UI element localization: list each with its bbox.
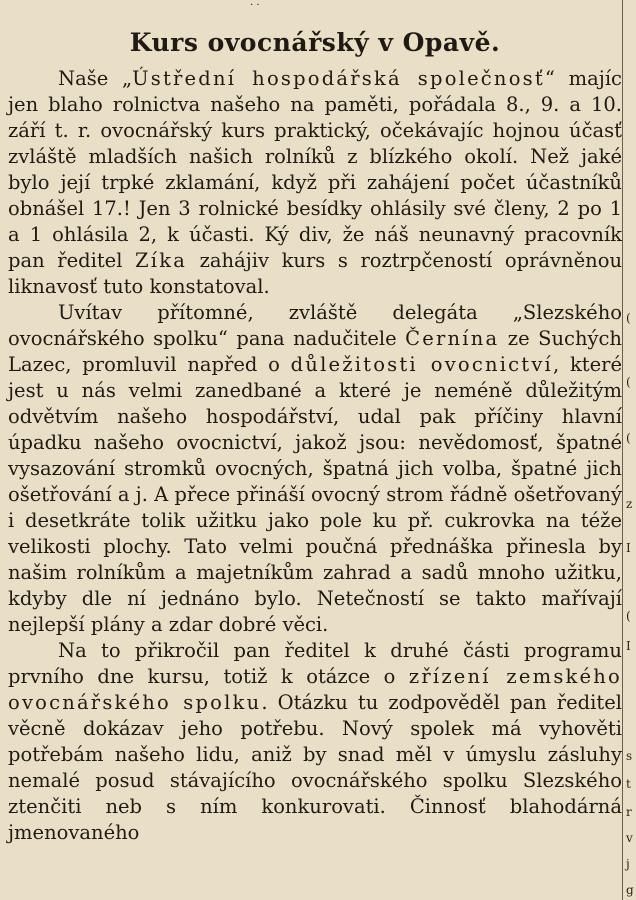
emphasized-text: Černína xyxy=(405,327,500,350)
adjacent-column-fragment: v xyxy=(626,831,633,845)
adjacent-column-edge xyxy=(622,0,636,900)
emphasized-text: zřízení zemského ovocnářského spolku xyxy=(8,665,622,714)
text-run: “ majíc jen blaho rolnictva našeho na paměti, pořádala 8., 9. a 10. září t. r. ovocnářský kurs praktický, očekávajíc hojnou účasť zvláště mladších našich rolníků z blízkého okolí. Než jaké bylo její trpké zklamání, když při zahájení počet účastníků obnášel 17.! Jen 3 rolnické besídky ohlásily své členy, 2 po 1 a 1 ohlásila 2, k účasti. Ký div, že náš neunavný pracovník pan ředitel xyxy=(8,67,622,272)
emphasized-text: Zíka xyxy=(135,249,188,272)
adjacent-column-fragment: ( xyxy=(626,311,631,325)
article-title: Kurs ovocnářský v Opavě. xyxy=(129,28,501,57)
adjacent-column-fragment: t xyxy=(626,777,631,791)
text-run: Uvítav přítomné, zvláště delegáta „Slezského ovocnářského spolku“ pana nadučitele xyxy=(8,301,622,350)
adjacent-column-fragment: j xyxy=(626,857,630,871)
adjacent-column-fragment: ( xyxy=(626,609,631,623)
text-run: Na to přikročil pan ředitel k druhé části programu prvního dne kursu, totiž k otázce o xyxy=(8,639,622,688)
top-cut-off-text: · · xyxy=(250,0,260,11)
adjacent-column-fragment: ( xyxy=(626,375,631,389)
adjacent-column-fragment: z xyxy=(626,497,633,511)
paragraph xyxy=(8,66,622,300)
adjacent-column-fragment: ( xyxy=(626,431,631,445)
emphasized-text: důležitosti ovocnictví xyxy=(290,353,553,376)
paragraph xyxy=(8,638,622,846)
emphasized-text: Ústřední hospodářská společnosť xyxy=(132,67,545,90)
text-run: Naše „ xyxy=(58,67,133,90)
text-run: . Otázku tu zodpověděl pan ředitel věcně dokázav jeho potřebu. Nový spolek má vyhověti potřebám našeho lidu, aniž by snad měl v úmyslu zásluhy nemalé posud stávajícího ovocnářského spolku Slezského ztenčiti neb s ním konkurovati. Činnosť blahodárná jmenovaného xyxy=(8,691,622,844)
article-body xyxy=(8,66,622,846)
adjacent-column-fragment: s xyxy=(626,749,633,763)
adjacent-column-fragment: g xyxy=(626,883,634,897)
adjacent-column-fragment: I xyxy=(626,639,631,653)
text-run: , které jest u nás velmi zanedbané a které je neméně důležitým odvětvím našeho hospodářství, udal pak příčiny hlavní úpadku našeho ovocnictví, jakož jsou: nevědomosť, špatné vysazování stromků ovocných, špatná jich volba, špatné jich ošetřování a j. A přece přináší ovocný strom řádně ošetřovaný i desetkráte tolik užitku jako pole ku př. cukrovka na téže velikosti plochy. Tato velmi poučná přednáška přinesla by našim rolníkům a majetníkům zahrad a sadů mnoho užitku, kdyby dle ní jednáno bylo. Netečností se takto mařívají nejlepší plány a zdar dobré věci. xyxy=(8,353,623,636)
adjacent-column-fragment: r xyxy=(626,805,632,819)
adjacent-column-fragment: I xyxy=(626,541,631,555)
paragraph xyxy=(8,300,622,638)
text-run: zahájiv kurs s roztrpčeností oprávněnou liknavosť tuto konstatoval. xyxy=(8,249,623,298)
text-run: ze Suchých Lazec, promluvil napřed o xyxy=(8,327,622,376)
